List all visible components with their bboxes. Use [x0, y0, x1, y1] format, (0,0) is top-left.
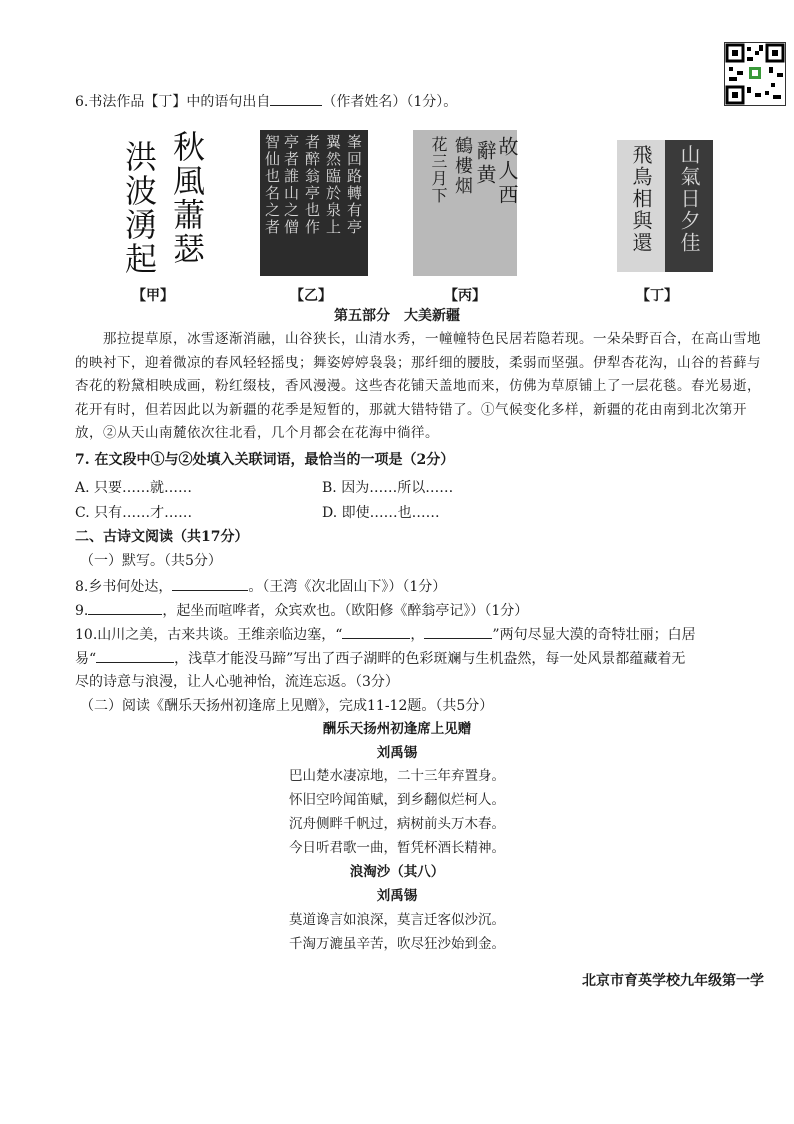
poem-1-author: 刘禹锡	[376, 745, 418, 761]
q10-blank-3[interactable]	[96, 648, 174, 663]
poem-1-title: 酬乐天扬州初逢席上见赠	[322, 721, 472, 737]
calligraphy-yi: 峯回路轉有亭 翼然臨於泉上 者醉翁亭也作 亭者誰山之僧 智仙也名之者	[260, 130, 368, 276]
option-c[interactable]: C. 只有……才……	[75, 505, 193, 521]
part-2-sub2: （二）阅读《酬乐天扬州初逢席上见赠》，完成11-12题。（共5分）	[80, 698, 494, 714]
part-2-title: 二、古诗文阅读（共17分）	[75, 529, 249, 545]
label-bing: 【丙】	[444, 288, 486, 304]
question-10-line-2: 易“ ，浅草才能没马蹄”写出了西子湖畔的色彩斑斓与生机盎然，每一处风景都蕴藏着无	[75, 648, 685, 669]
poem-1-line: 今日听君歌一曲，暂凭杯酒长精神。	[289, 840, 505, 856]
calligraphy-jia: 秋風蕭瑟 洪波湧起	[120, 130, 206, 276]
label-ding: 【丁】	[636, 288, 678, 304]
poem-1-line: 巴山楚水凄凉地，二十三年弃置身。	[289, 768, 505, 784]
part-2-sub1: （一）默写。（共5分）	[80, 553, 222, 569]
poem-2-author: 刘禹锡	[376, 888, 418, 904]
qr-code	[724, 42, 786, 106]
footer-school: 北京市育英学校九年级第一学	[582, 973, 764, 989]
poem-1-line: 沉舟侧畔千帆过，病树前头万木春。	[289, 816, 505, 832]
option-a[interactable]: A. 只要……就……	[75, 480, 193, 496]
q8-blank[interactable]	[172, 576, 248, 591]
option-b[interactable]: B. 因为……所以……	[322, 480, 454, 496]
q10-blank-2[interactable]	[424, 624, 492, 639]
question-10-line-1: 10.山川之美，古来共谈。王维亲临边塞，“ ， ”两句尽显大漠的奇特壮丽；白居	[75, 624, 696, 645]
passage: 那拉提草原，冰雪逐渐消融，山谷狭长，山清水秀，一幢幢特色民居若隐若现。一朵朵野百合，在高山雪地的映衬下，迎着微凉的春风轻轻摇曳；舞姿婷婷袅袅；那纤细的腰肢，柔弱而坚强。伊犁杏花沟，山谷的苔藓与杏花的粉黛相映成画，粉红缀枝，香风漫漫。这些杏花铺天盖地而来，仿佛为草原铺上了一层花毯。春光易逝，花开有时，但若因此以为新疆的花季是短暂的，那就大错特错了。①气候变化多样，新疆的花由南到北次第开放，②从天山南麓依次往北看，几个月都会在花海中徜徉。	[75, 331, 761, 441]
label-jia: 【甲】	[132, 288, 174, 304]
question-10-line-3: 尽的诗意与浪漫，让人心驰神怡，流连忘返。（3分）	[75, 674, 399, 690]
q9-blank[interactable]	[88, 600, 162, 615]
question-7-stem: 7. 在文段中①与②处填入关联词语，最恰当的一项是（2分）	[75, 452, 455, 468]
label-yi: 【乙】	[290, 288, 332, 304]
question-8: 8.乡书何处达， 。（王湾《次北固山下》）（1分）	[75, 576, 446, 597]
question-6: 6.书法作品【丁】中的语句出自 （作者姓名）（1分）。	[75, 91, 457, 112]
q10-blank-1[interactable]	[342, 624, 410, 639]
poem-1-line: 怀旧空吟闻笛赋，到乡翻似烂柯人。	[289, 792, 505, 808]
section-title: 第五部分 大美新疆	[334, 308, 460, 324]
calligraphy-ding: 山氣日夕佳 飛鳥相與還	[617, 140, 713, 272]
option-d[interactable]: D. 即使……也……	[322, 505, 440, 521]
poem-2-line: 千淘万漉虽辛苦，吹尽狂沙始到金。	[289, 936, 505, 952]
question-9: 9. ，起坐而喧哗者，众宾欢也。（欧阳修《醉翁亭记》）（1分）	[75, 600, 528, 621]
poem-2-line: 莫道谗言如浪深，莫言迁客似沙沉。	[289, 912, 505, 928]
calligraphy-bing: 故人西 辭黄 鶴樓烟 花三月下	[413, 130, 517, 276]
poem-2-title: 浪淘沙（其八）	[349, 864, 445, 880]
